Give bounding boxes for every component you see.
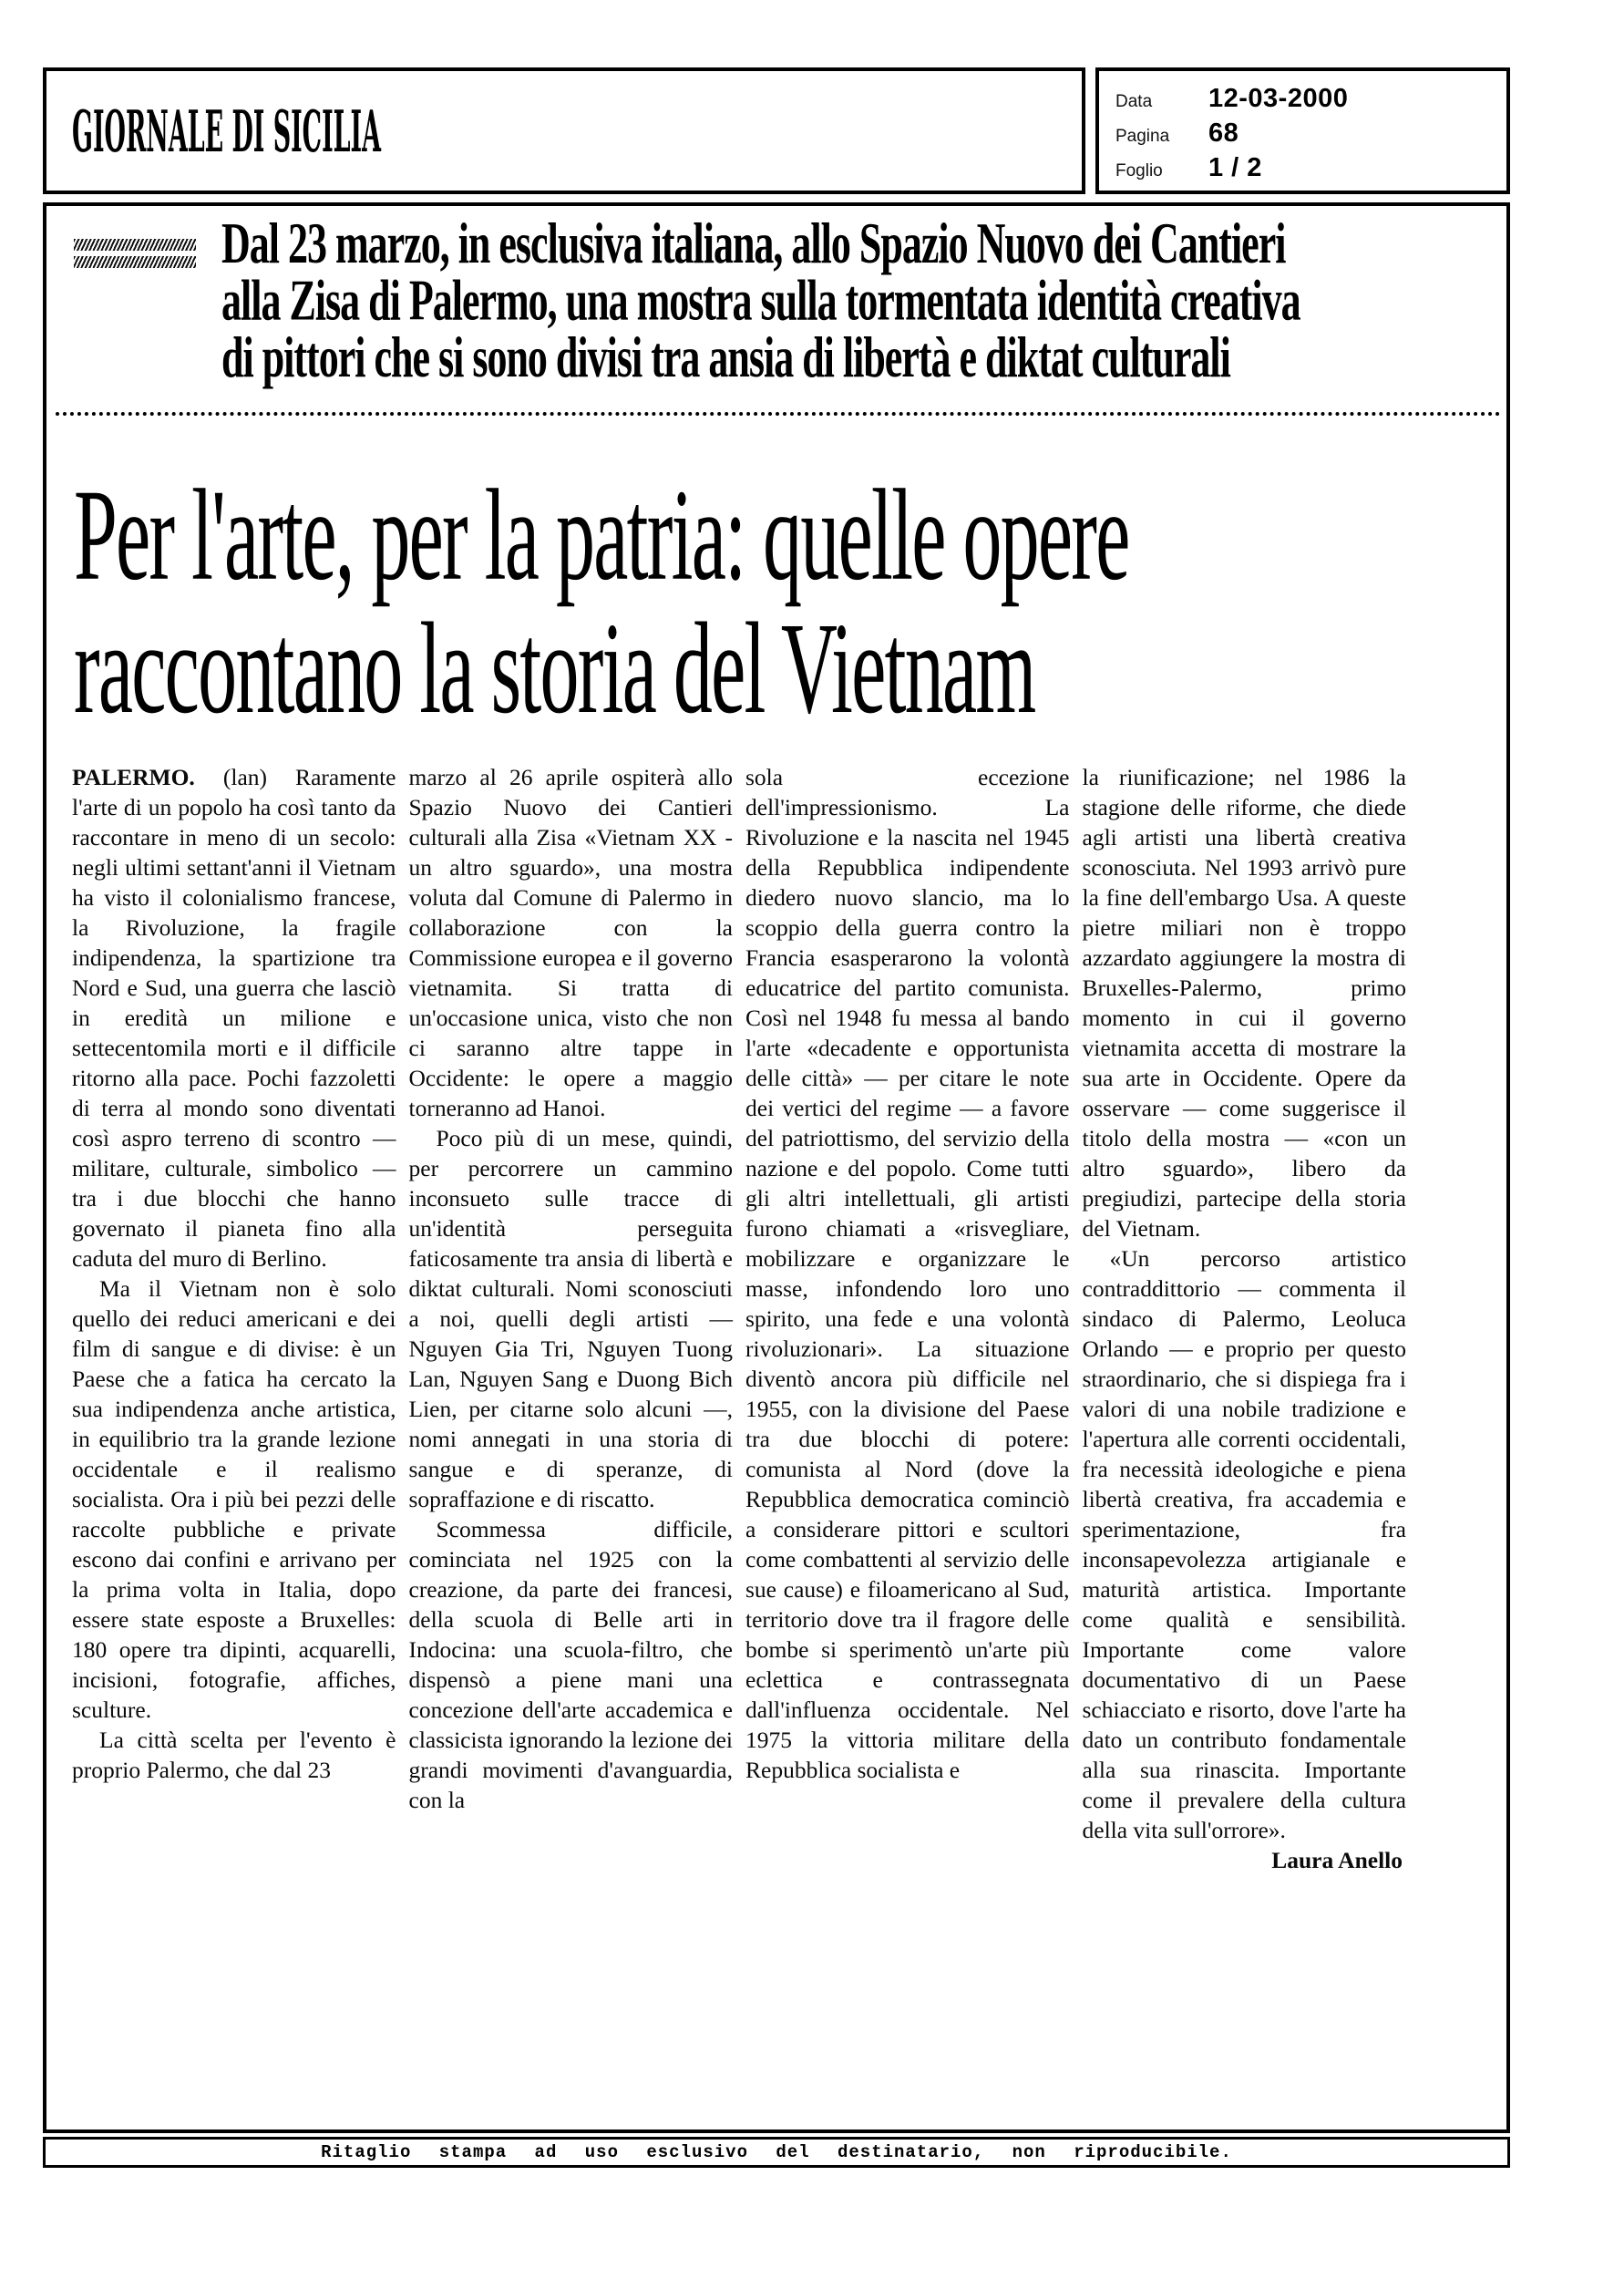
paragraph: marzo al 26 aprile ospiterà allo Spazio Nuovo dei Cantieri culturali alla Zisa «Vietnam XX - un altro sguardo», una mostra voluta dal Comune di Palermo in collaborazione con la Commissione europea e il governo vietnamita. Si tratta di un'occasione unica, visto che non ci saranno altre tappe in Occidente: le opere a maggio torneranno ad Hanoi. <box>408 764 734 1121</box>
paragraph: Poco più di un mese, quindi, per percorrere un cammino inconsueto sulle tracce di un'identità perseguita faticosamente tra ansia di libertà e diktat culturali. Nomi sconosciuti a noi, quelli degli artisti — Nguyen Gia Tri, Nguyen Tuong Lan, Nguyen Sang e Duong Bich Lien, per citarne solo alcuni —, nomi annegati in una storia di sangue e di speranze, di sopraffazione e di riscatto. <box>408 1125 733 1512</box>
standfirst-line: di pittori che si sono divisi tra ansia di libertà e diktat culturali <box>221 325 1230 390</box>
article-box <box>43 202 1510 2133</box>
headline-line: Per l'arte, per la patria: quelle opere <box>74 461 1129 607</box>
standfirst <box>221 211 1525 390</box>
paragraph: Ma il Vietnam non è solo quello dei reduci americani e dei film di sangue e di divise: è un Paese che a fatica ha cercato la sua indipendenza anche artistica, in equilibrio tra la grande lezione occidentale e il realismo socialista. Ora i più bei pezzi delle raccolte pubbliche e private escono dai confini e arrivano per la prima volta in Italia, dopo essere state esposte a Bruxelles: 180 opere tra dipinti, acquarelli, incisioni, fotografie, affiches, sculture. <box>72 1275 396 1723</box>
headline <box>74 461 1129 741</box>
masthead-box <box>43 67 1085 194</box>
column-2 <box>409 762 734 1875</box>
masthead-title: GIORNALE DI SICILIA <box>72 97 381 165</box>
byline: Laura Anello <box>1271 1847 1403 1873</box>
standfirst-line: alla Zisa di Palermo, una mostra sulla tormentata identità creativa <box>221 268 1300 334</box>
column-4 <box>1083 762 1407 1875</box>
footer-strip <box>43 2137 1510 2168</box>
paragraph: la riunificazione; nel 1986 la stagione delle riforme, che diede agli artisti una libertà creativa sconosciuta. Nel 1993 arrivò pure la fine dell'embargo Usa. A queste pietre miliari non è troppo azzardato aggiungere la mostra di Bruxelles-Palermo, primo momento in cui il governo vietnamita accetta di mostrare la sua arte in Occidente. Opere da osservare — come suggerisce il titolo della mostra — «con un altro sguardo», libero da pregiudizi, partecipe della storia del Vietnam. <box>1082 764 1406 1242</box>
clipping-meta-box <box>1095 67 1510 194</box>
paragraph: Scommessa difficile, cominciata nel 1925 con la creazione, da parte dei francesi, della scuola di Belle arti in Indocina: una scuola-filtro, che dispensò a piene mani una concezione dell'arte accademica e classicista ignorando la lezione dei grandi movimenti d'avanguardia, con la <box>408 1516 733 1813</box>
meta-value: 1 / 2 <box>1208 153 1262 182</box>
meta-rows <box>1115 84 1506 188</box>
paragraph: PALERMO. (lan) Raramente l'arte di un popolo ha così tanto da raccontare in meno di un secolo: negli ultimi settant'anni il Vietnam ha visto il colonialismo francese, la Rivoluzione, la fragile indipendenza, la spartizione tra Nord e Sud, una guerra che lasciò in eredità un milione e settecentomila morti e il difficile ritorno alla pace. Pochi fazzoletti di terra al mondo sono diventati così aspro terreno di scontro — militare, culturale, simbolico — tra i due blocchi che hanno governato il pianeta fino alla caduta del muro di Berlino. <box>72 764 396 1272</box>
meta-label: Foglio <box>1115 161 1163 180</box>
footer-text: Ritaglio stampa ad uso esclusivo del destinatario, non riproducibile. <box>321 2142 1232 2162</box>
dotted-divider <box>56 412 1501 416</box>
hatch-bar <box>74 239 196 251</box>
section-marker <box>74 239 196 268</box>
meta-label: Pagina <box>1115 127 1170 146</box>
hatch-bar <box>74 256 196 268</box>
column-3 <box>745 762 1070 1875</box>
paragraph: sola eccezione dell'impressionismo. La Rivoluzione e la nascita nel 1945 della Repubblica indipendente diedero nuovo slancio, ma lo scoppio della guerra contro la Francia esasperarono la volontà educatrice del partito comunista. Così nel 1948 fu messa al bando l'arte «decadente e opportunista delle città» — per citare le note dei vertici del regime — a favore del patriottismo, del servizio della nazione e del popolo. Come tutti gli altri intellettuali, gli artisti furono chiamati a «risvegliare, mobilizzare e organizzare le masse, infondendo loro uno spirito, una fede e una volontà rivoluzionari». La situazione diventò ancora più difficile nel 1955, con la divisione del Paese tra due blocchi di potere: comunista al Nord (dove la Repubblica democratica cominciò a considerare pittori e scultori come combattenti al servizio delle sue cause) e filoamericano al Sud, territorio dove tra il fragore delle bombe si sperimentò un'arte più eclettica e contrassegnata dall'influenza occidentale. Nel 1975 la vittoria militare della Repubblica socialista e <box>745 764 1070 1783</box>
meta-value: 68 <box>1208 119 1239 148</box>
meta-value: 12-03-2000 <box>1208 84 1349 113</box>
body-columns <box>72 762 1406 1875</box>
headline-line: raccontano la storia del Vietnam <box>74 595 1035 741</box>
meta-label: Data <box>1115 92 1153 111</box>
paragraph: La città scelta per l'evento è proprio Palermo, che dal 23 <box>72 1727 396 1783</box>
column-1 <box>72 762 396 1875</box>
standfirst-line: Dal 23 marzo, in esclusiva italiana, allo Spazio Nuovo dei Cantieri <box>221 211 1286 276</box>
meta-row <box>1115 84 1506 119</box>
meta-row <box>1115 153 1506 188</box>
paragraph: «Un percorso artistico contraddittorio — commenta il sindaco di Palermo, Leoluca Orlando — e proprio per questo straordinario, che si dispiega fra i valori di una nobile tradizione e l'apertura alle correnti occidentali, fra necessità ideologiche e piena libertà creativa, fra accademia e sperimentazione, fra inconsapevolezza artigianale e maturità artistica. Importante come qualità e sensibilità. Importante come valore documentativo di un Paese schiacciato e risorto, dove l'arte ha dato un contributo fondamentale alla sua rinascita. Importante come il prevalere della cultura della vita sull'orrore». <box>1082 1245 1406 1843</box>
meta-row <box>1115 119 1506 153</box>
dateline: PALERMO. <box>72 764 195 790</box>
